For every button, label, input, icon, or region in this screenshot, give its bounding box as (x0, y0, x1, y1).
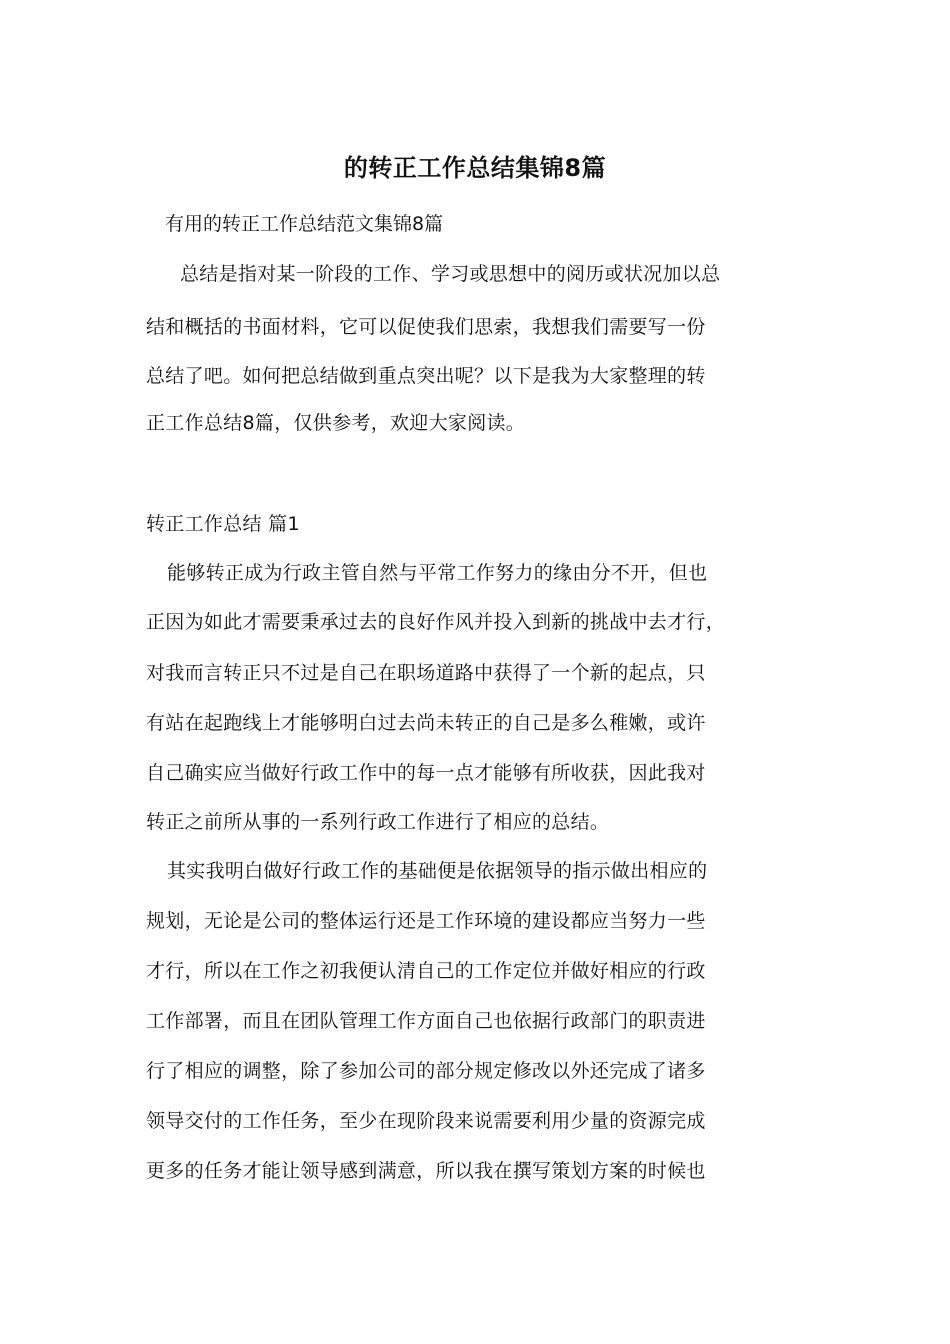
paragraph-line: 工作部署，而且在团队管理工作方面自己也依据行政部门的职责进 (146, 1010, 706, 1032)
paragraph-line: 转正之前所从事的一系列行政工作进行了相应的总结。 (146, 811, 610, 833)
paragraph-line: 正因为如此才需要秉承过去的良好作风并投入到新的挑战中去才行， (146, 611, 726, 633)
intro-line: 正工作总结8篇，仅供参考，欢迎大家阅读。 (146, 412, 526, 434)
paragraph-line: 对我而言转正只不过是自己在职场道路中获得了一个新的起点，只 (146, 662, 706, 684)
document-title: 的转正工作总结集锦8篇 (343, 154, 607, 182)
paragraph-line: 规划，无论是公司的整体运行还是工作环境的建设都应当努力一些 (146, 910, 706, 932)
paragraph-line: 能够转正成为行政主管自然与平常工作努力的缘由分不开，但也 (167, 562, 708, 584)
paragraph-line: 有站在起跑线上才能够明白过去尚未转正的自己是多么稚嫩，或许 (146, 712, 706, 734)
intro-line: 总结了吧。如何把总结做到重点突出呢？以下是我为大家整理的转 (146, 365, 706, 387)
paragraph-line: 领导交付的工作任务，至少在现阶段来说需要利用少量的资源完成 (146, 1110, 706, 1132)
paragraph-line: 其实我明白做好行政工作的基础便是依据领导的指示做出相应的 (167, 860, 708, 882)
intro-line: 结和概括的书面材料，它可以促使我们思索，我想我们需要写一份 (146, 316, 706, 338)
intro-line: 总结是指对某一阶段的工作、学习或思想中的阅历或状况加以总 (180, 263, 721, 285)
paragraph-line: 行了相应的调整，除了参加公司的部分规定修改以外还完成了诸多 (146, 1060, 706, 1082)
paragraph-line: 自己确实应当做好行政工作中的每一点才能够有所收获，因此我对 (146, 762, 706, 784)
document-subtitle: 有用的转正工作总结范文集锦8篇 (165, 213, 444, 235)
paragraph-line: 更多的任务才能让领导感到满意，所以我在撰写策划方案的时候也 (146, 1160, 706, 1182)
paragraph-line: 才行，所以在工作之初我便认清自己的工作定位并做好相应的行政 (146, 960, 706, 982)
section-heading: 转正工作总结 篇1 (146, 513, 300, 535)
